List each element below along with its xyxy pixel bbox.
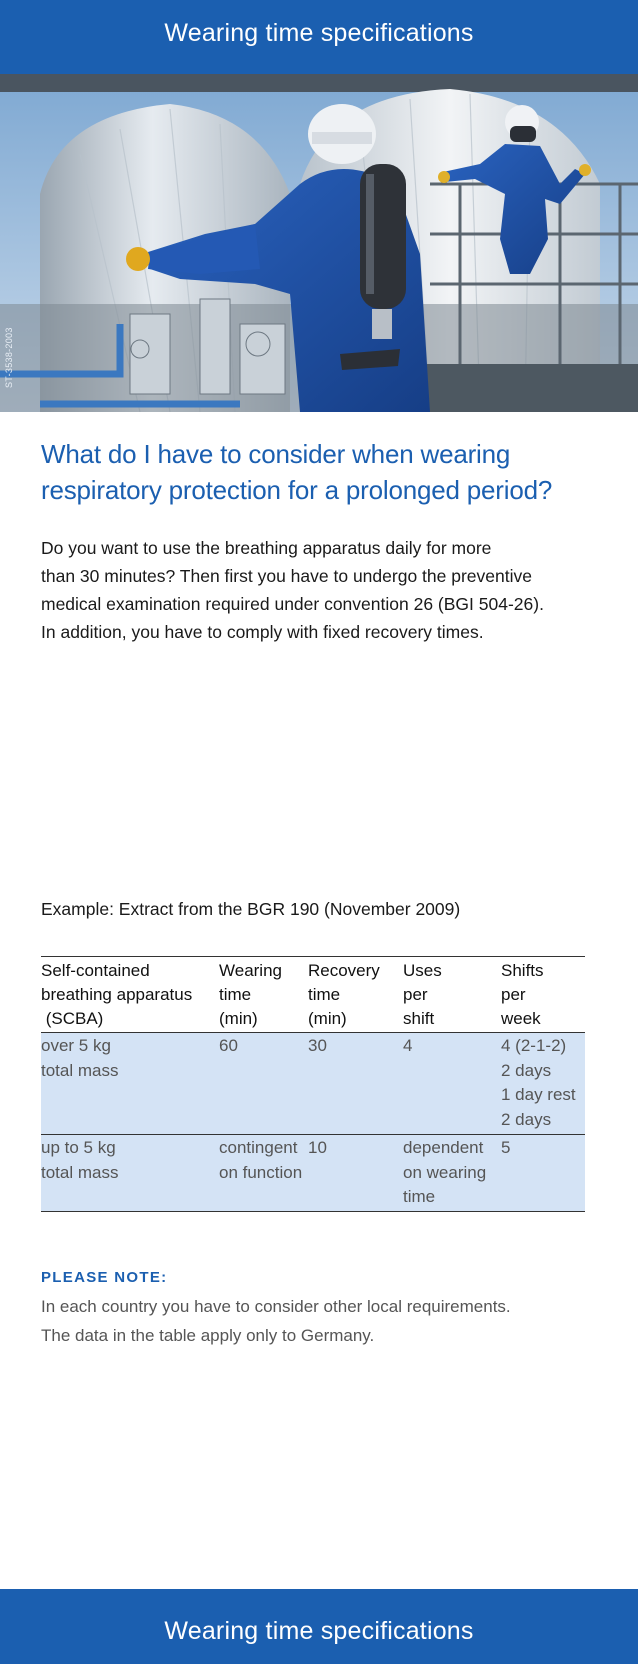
header-uses-per-shift: Uses per shift [403,957,501,1033]
cell-scba: up to 5 kg total mass [41,1135,219,1212]
heading-line-2: respiratory protection for a prolonged period? [41,475,553,505]
cell-shifts-per-week: 4 (2-1-2) 2 days 1 day rest 2 days [501,1033,585,1135]
table-caption: Example: Extract from the BGR 190 (November 2009) [41,899,461,919]
note-line: In each country you have to consider other local requirements. [41,1297,511,1316]
cell-wearing-time: contingent on function [219,1135,308,1212]
cell-shifts-per-week: 5 [501,1135,585,1212]
footer-banner [0,1589,638,1664]
table-row [41,1033,585,1135]
intro-line: Do you want to use the breathing apparatus daily for more [41,538,492,558]
photo-code: ST-3538-2003 [4,327,14,388]
industrial-photo [0,74,638,412]
heading-line-1: What do I have to consider when wearing [41,439,511,469]
note-text [41,1292,611,1350]
cell-uses-per-shift: 4 [403,1033,501,1135]
cell-recovery-time: 30 [308,1033,403,1135]
note-title: PLEASE NOTE: [41,1269,168,1286]
footer-title: Wearing time specifications [164,1617,474,1645]
wearing-time-table [41,956,585,1212]
header-banner [0,0,638,74]
intro-paragraph [41,534,611,646]
header-title: Wearing time specifications [164,19,474,47]
header-shifts-per-week: Shifts per week [501,957,585,1033]
header-scba: Self-contained breathing apparatus (SCBA) [41,957,219,1033]
header-wearing-time: Wearing time (min) [219,957,308,1033]
cell-wearing-time: 60 [219,1033,308,1135]
cell-uses-per-shift: dependent on wearing time [403,1135,501,1212]
article-heading [41,436,621,508]
intro-line: medical examination required under convention 26 (BGI 504-26). [41,594,544,614]
table-row [41,1135,585,1212]
intro-line: In addition, you have to comply with fixed recovery times. [41,622,484,642]
note-line: The data in the table apply only to Germany. [41,1326,375,1345]
table-header-row [41,957,585,1033]
cell-recovery-time: 10 [308,1135,403,1212]
glove [126,247,150,271]
intro-line: than 30 minutes? Then first you have to undergo the preventive [41,566,532,586]
header-recovery-time: Recovery time (min) [308,957,403,1033]
cell-scba: over 5 kg total mass [41,1033,219,1135]
